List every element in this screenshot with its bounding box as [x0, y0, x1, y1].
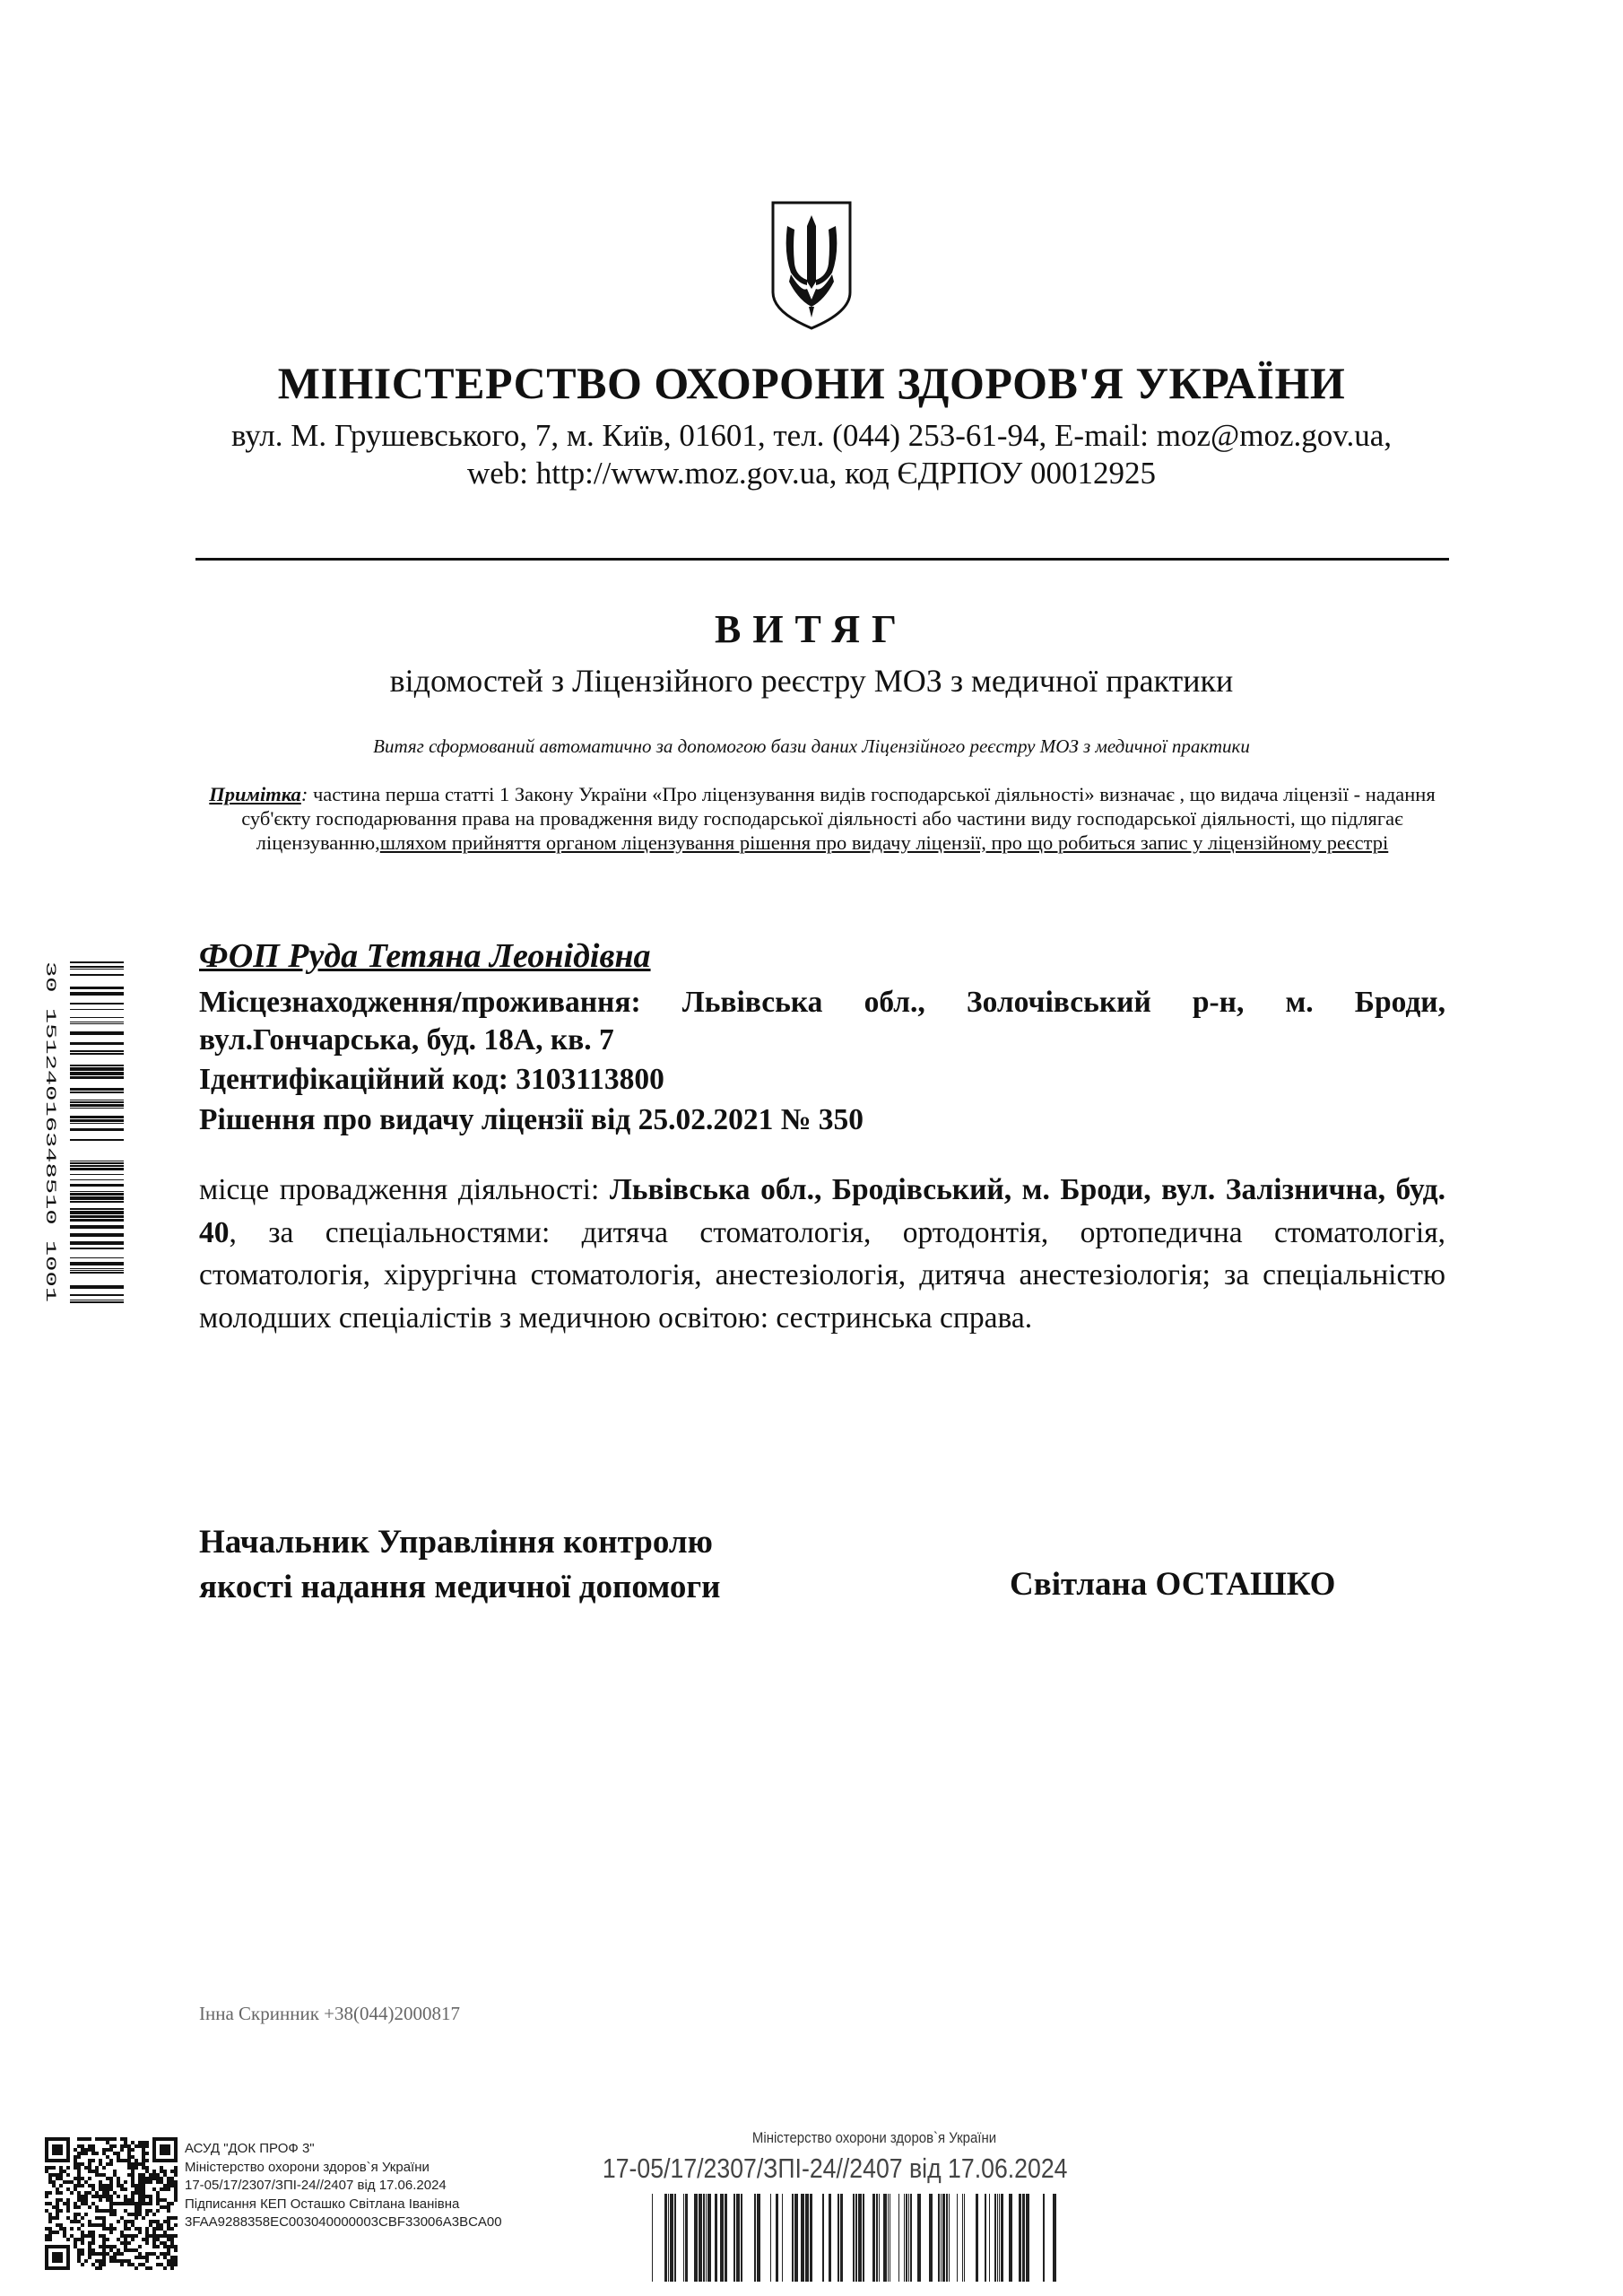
- legal-note-colon: :: [300, 783, 308, 805]
- signer-name: Світлана ОСТАШКО: [1010, 1566, 1336, 1603]
- side-barcode-number: 30 15124016348510 1001: [42, 961, 58, 1152]
- header-divider: [195, 558, 1449, 561]
- extract-subtitle: відомостей з Ліцензійного реєстру МОЗ з медичної практики: [389, 663, 1234, 699]
- licensee-name: ФОП Руда Тетяна Леонідівна: [199, 937, 651, 975]
- auto-generated-note: Витяг сформований автоматично за допомогою бази даних Ліцензійного реєстру МОЗ з медичної практики: [373, 735, 1250, 757]
- stamp-reg-number: 17-05/17/2307/ЗПІ-24//2407 від 17.06.2024: [185, 2178, 447, 2193]
- signer-position-line2: якості надання медичної допомоги: [199, 1569, 721, 1605]
- licensee-location-line2: вул.Гончарська, буд. 18А, кв. 7: [199, 1023, 614, 1057]
- stamp-key: 3FAA9288358EC003040000003CBF33006A3BCA00: [185, 2214, 502, 2230]
- electronic-signature-stamp: [185, 2140, 502, 2232]
- legal-note-underlined-text: шляхом прийняття органом ліцензування рішення про видачу ліцензії, про що робиться запис у ліцензійному реєстрі: [379, 831, 1389, 854]
- ministry-address: вул. М. Грушевського, 7, м. Київ, 01601, тел. (044) 253-61-94, E-mail: moz@moz.gov.ua,: [230, 418, 1393, 453]
- executor-contact: Інна Скринник +38(044)2000817: [199, 2003, 460, 2024]
- activity-place: Львівська обл., Бродівський, м. Броди, вул. Залізнична, буд. 40: [199, 1173, 1445, 1249]
- legal-note-label: Примітка: [209, 783, 301, 805]
- ministry-title: МІНІСТЕРСТВО ОХОРОНИ ЗДОРОВ'Я УКРАЇНИ: [277, 358, 1346, 408]
- signer-position: [199, 1520, 720, 1610]
- licensee-id-code: Ідентифікаційний код: 3103113800: [199, 1063, 664, 1096]
- registration-barcode: [642, 2194, 1063, 2282]
- license-decision: Рішення про видачу ліцензії від 25.02.2021 № 350: [199, 1103, 864, 1136]
- registration-number: 17-05/17/2307/ЗПІ-24//2407 від 17.06.2024: [602, 2152, 1068, 2184]
- stamp-organization: Міністерство охорони здоров`я України: [185, 2159, 430, 2175]
- extract-title: ВИТЯГ: [714, 607, 908, 651]
- licensee-location-line1: Місцезнаходження/проживання: Львівська обл., Золочівський р-н, м. Броди,: [199, 986, 1445, 1019]
- stamp-signed-by: Підписання КЕП Осташко Світлана Іванівна: [185, 2196, 460, 2212]
- stamp-system: АСУД "ДОК ПРОФ 3": [185, 2141, 315, 2156]
- activity-specialties: , за спеціальностями: дитяча стоматологія, ортодонтія, ортопедична стоматологія, стоматологія, хірургічна стоматологія, анестезіологія, дитяча анестезіологія; за спеціальністю молодших спеціалістів з медичною освітою: сестринська справа.: [199, 1215, 1445, 1335]
- side-barcode: [39, 961, 126, 1304]
- activity-prefix: місце провадження діяльності:: [199, 1173, 610, 1206]
- legal-note-text: частина перша статті 1 Закону України «Про ліцензування видів господарської діяльності» визначає , що видача ліцензії - надання суб'єкту господарювання права на провадження виду господарської діяльності або частини виду господарської діяльності, що підлягає ліцензуванню,: [241, 783, 1436, 854]
- legal-note: [195, 782, 1449, 855]
- qr-code: [45, 2137, 178, 2270]
- activity-paragraph: [199, 1169, 1445, 1339]
- signer-position-line1: Начальник Управління контролю: [199, 1524, 713, 1561]
- ministry-web-line: web: http://www.moz.gov.ua, код ЄДРПОУ 00012925: [466, 456, 1157, 491]
- trident-coat-of-arms-icon: [769, 199, 854, 332]
- registration-organization: Міністерство охорони здоров`я України: [751, 2129, 997, 2146]
